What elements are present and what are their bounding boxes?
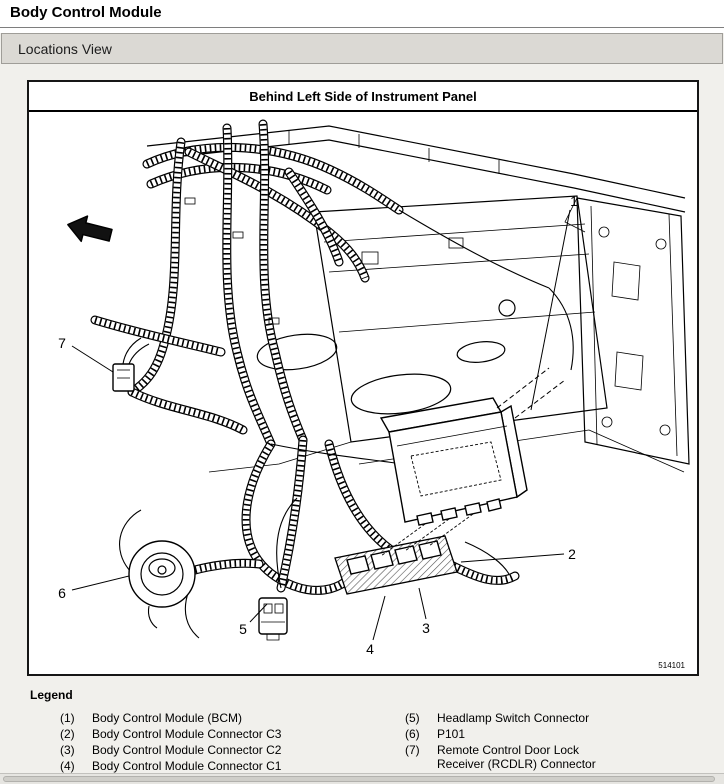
legend-item — [60, 727, 405, 741]
legend-item-label: Remote Control Door Lock Receiver (RCDLR) Connector — [437, 743, 596, 771]
page-header — [0, 0, 724, 28]
legend-item-label: Body Control Module Connector C3 — [92, 727, 282, 741]
p101-grommet — [129, 541, 195, 628]
legend-item — [405, 743, 695, 771]
legend-item-label: Headlamp Switch Connector — [437, 711, 590, 725]
legend — [27, 676, 724, 773]
callout-2: 2 — [568, 546, 576, 562]
callout-7: 7 — [58, 335, 66, 351]
legend-item-number: (7) — [405, 743, 420, 757]
callout-5: 5 — [239, 621, 247, 637]
legend-item — [60, 743, 405, 757]
legend-item — [405, 711, 695, 725]
legend-item-number: (6) — [405, 727, 420, 741]
legend-item-number: (5) — [405, 711, 420, 725]
callout-6: 6 — [58, 585, 66, 601]
callout-3: 3 — [422, 620, 430, 636]
location-diagram — [29, 112, 697, 676]
legend-item-number: (4) — [60, 759, 75, 773]
legend-column-left — [30, 711, 405, 773]
legend-item-number: (2) — [60, 727, 75, 741]
legend-item-label: P101 — [437, 727, 466, 741]
legend-item-label: Body Control Module Connector C1 — [92, 759, 282, 773]
legend-item — [60, 711, 405, 725]
callout-4: 4 — [366, 641, 374, 657]
callout-1: 1 — [570, 193, 578, 209]
content-area — [0, 64, 724, 773]
figure-number: 514101 — [658, 661, 685, 670]
page-title: Body Control Module — [10, 4, 162, 21]
legend-item — [60, 759, 405, 773]
legend-columns — [30, 711, 724, 773]
legend-item-number: (3) — [60, 743, 75, 757]
diagram-panel — [27, 80, 699, 676]
legend-item — [405, 727, 695, 741]
horizontal-scrollbar[interactable] — [0, 773, 724, 784]
legend-column-right — [405, 711, 695, 773]
direction-arrow-icon — [65, 212, 114, 248]
legend-item-label: Body Control Module Connector C2 — [92, 743, 282, 757]
bcm-connector-strip — [335, 514, 473, 594]
wiring-harnesses — [95, 124, 515, 590]
section-bar-locations-view[interactable] — [1, 33, 723, 64]
legend-item-label: Body Control Module (BCM) — [92, 711, 243, 725]
bcm-module — [381, 368, 565, 525]
headlamp-switch-connector — [259, 598, 287, 640]
section-bar-label: Locations View — [18, 40, 112, 57]
legend-heading: Legend — [30, 688, 73, 702]
legend-item-number: (1) — [60, 711, 75, 725]
scrollbar-thumb[interactable] — [3, 776, 715, 782]
diagram-title: Behind Left Side of Instrument Panel — [29, 82, 697, 112]
